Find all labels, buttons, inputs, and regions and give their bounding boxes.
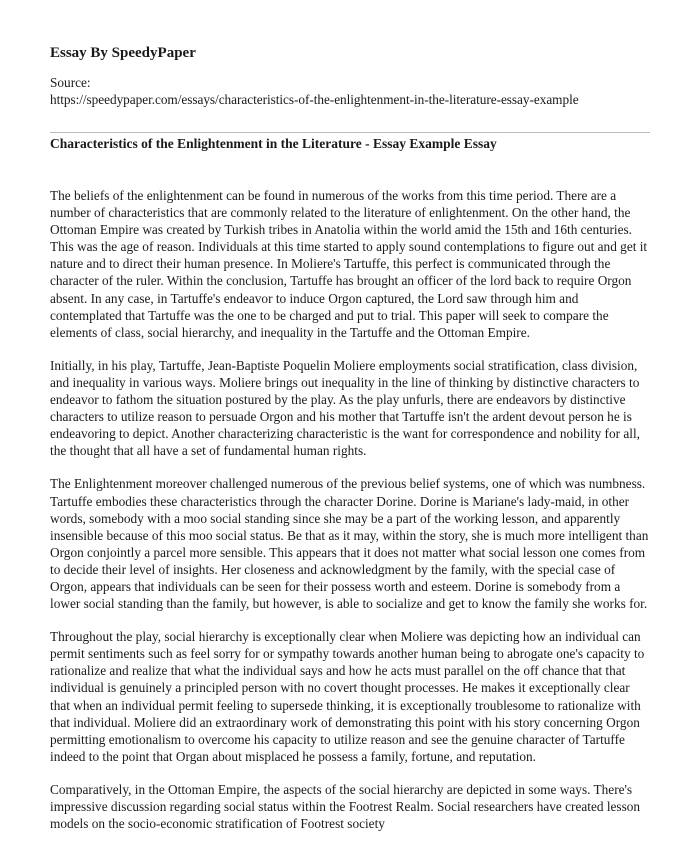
essay-paragraph: Comparatively, in the Ottoman Empire, the aspects of the social hierarchy are depicted in some ways. There's impressive discussion regarding social status within the Footrest Realm. Social researchers have created lesson models on the socio-economic stratification of Footrest society <box>50 781 641 832</box>
source-url: https://speedypaper.com/essays/characteristics-of-the-enlightenment-in-the-literature-essay-example <box>50 92 579 107</box>
essay-body <box>50 187 650 848</box>
source-block <box>50 74 660 108</box>
essay-paragraph: The beliefs of the enlightenment can be found in numerous of the works from this time period. There are a number of characteristics that are commonly related to the literature of enlightenment. On the other hand, the Ottoman Empire was created by Turkish tribes in Anatolia within the world amid the 15th and 16th centuries. This was the age of reason. Individuals at this time started to apply sound contemplations to figure out and get it nature and to direct their human presence. In Moliere's Tartuffe, this perfect is communicated through the character of the ruler. Within the conclusion, Tartuffe has brought an officer of the lord back to require Orgon absent. In any case, in Tartuffe's endeavor to induce Orgon captured, the Lord saw through him and contemplated that Tartuffe was the one to be charged and put to trial. This paper will seek to compare the elements of class, social hierarchy, and inequality in the Tartuffe and the Ottoman Empire. <box>50 188 648 340</box>
essay-paragraph: Initially, in his play, Tartuffe, Jean-Baptiste Poquelin Moliere employments social stratification, class division, and inequality in various ways. Moliere brings out inequality in the line of thinking by distinctive characters to endeavor to fathom the situation postured by the play. As the play unfurls, there are endeavors by distinctive characters to utilize reason to persuade Orgon and his mother that Tartuffe isn't the ardent devout person he is endeavoring to depict. Another characterizing characteristic is the want for correspondence and nobility for all, the thought that all have a set of fundamental human rights. <box>50 357 640 459</box>
essay-paragraph: Throughout the play, social hierarchy is exceptionally clear when Moliere was depicting how an individual can permit sentiments such as feel sorry for or sympathy towards another human being to abrogate one's capacity to rationalize and realize that what the individual says and how he acts must parallel on the off chance that that individual is genuinely a principled person with no covert thought processes. He makes it exceptionally clear that when an individual permit feeling to supersede thinking, it is exceptionally troublesome to rationalize with that individual. Moliere did an extraordinary work of demonstrating this point with his story concerning Orgon permitting emotionalism to overcome his capacity to utilize reason and see the genuine character of Tartuffe indeed to the point that Organ about misplaced he possess a family, fortune, and reputation. <box>50 629 645 764</box>
essay-title: Characteristics of the Enlightenment in the Literature - Essay Example Essay <box>50 136 497 151</box>
essay-paragraph: The Enlightenment moreover challenged numerous of the previous belief systems, one of which was numbness. Tartuffe embodies these characteristics through the character Dorine. Dorine is Mariane's lady-maid, in other words, somebody with a moo social standing since she may be a part of the working lesson, and apparently insensible because of this moo social status. Be that as it may, within the story, she is much more intelligent than Orgon conjointly a parcel more sensible. This appears that it does not matter what social lesson one comes from to decide their level of insights. Her closeness and acknowledgment by the family, with the special case of Orgon, appears that individuals can be seen for their possess worth and esteem. Dorine is somebody from a lower social standing than the family, but however, is able to socialize and get to know the family she works for. <box>50 476 649 612</box>
header-divider <box>50 132 650 133</box>
site-title: Essay By SpeedyPaper <box>50 45 196 61</box>
source-label: Source: <box>50 75 91 90</box>
